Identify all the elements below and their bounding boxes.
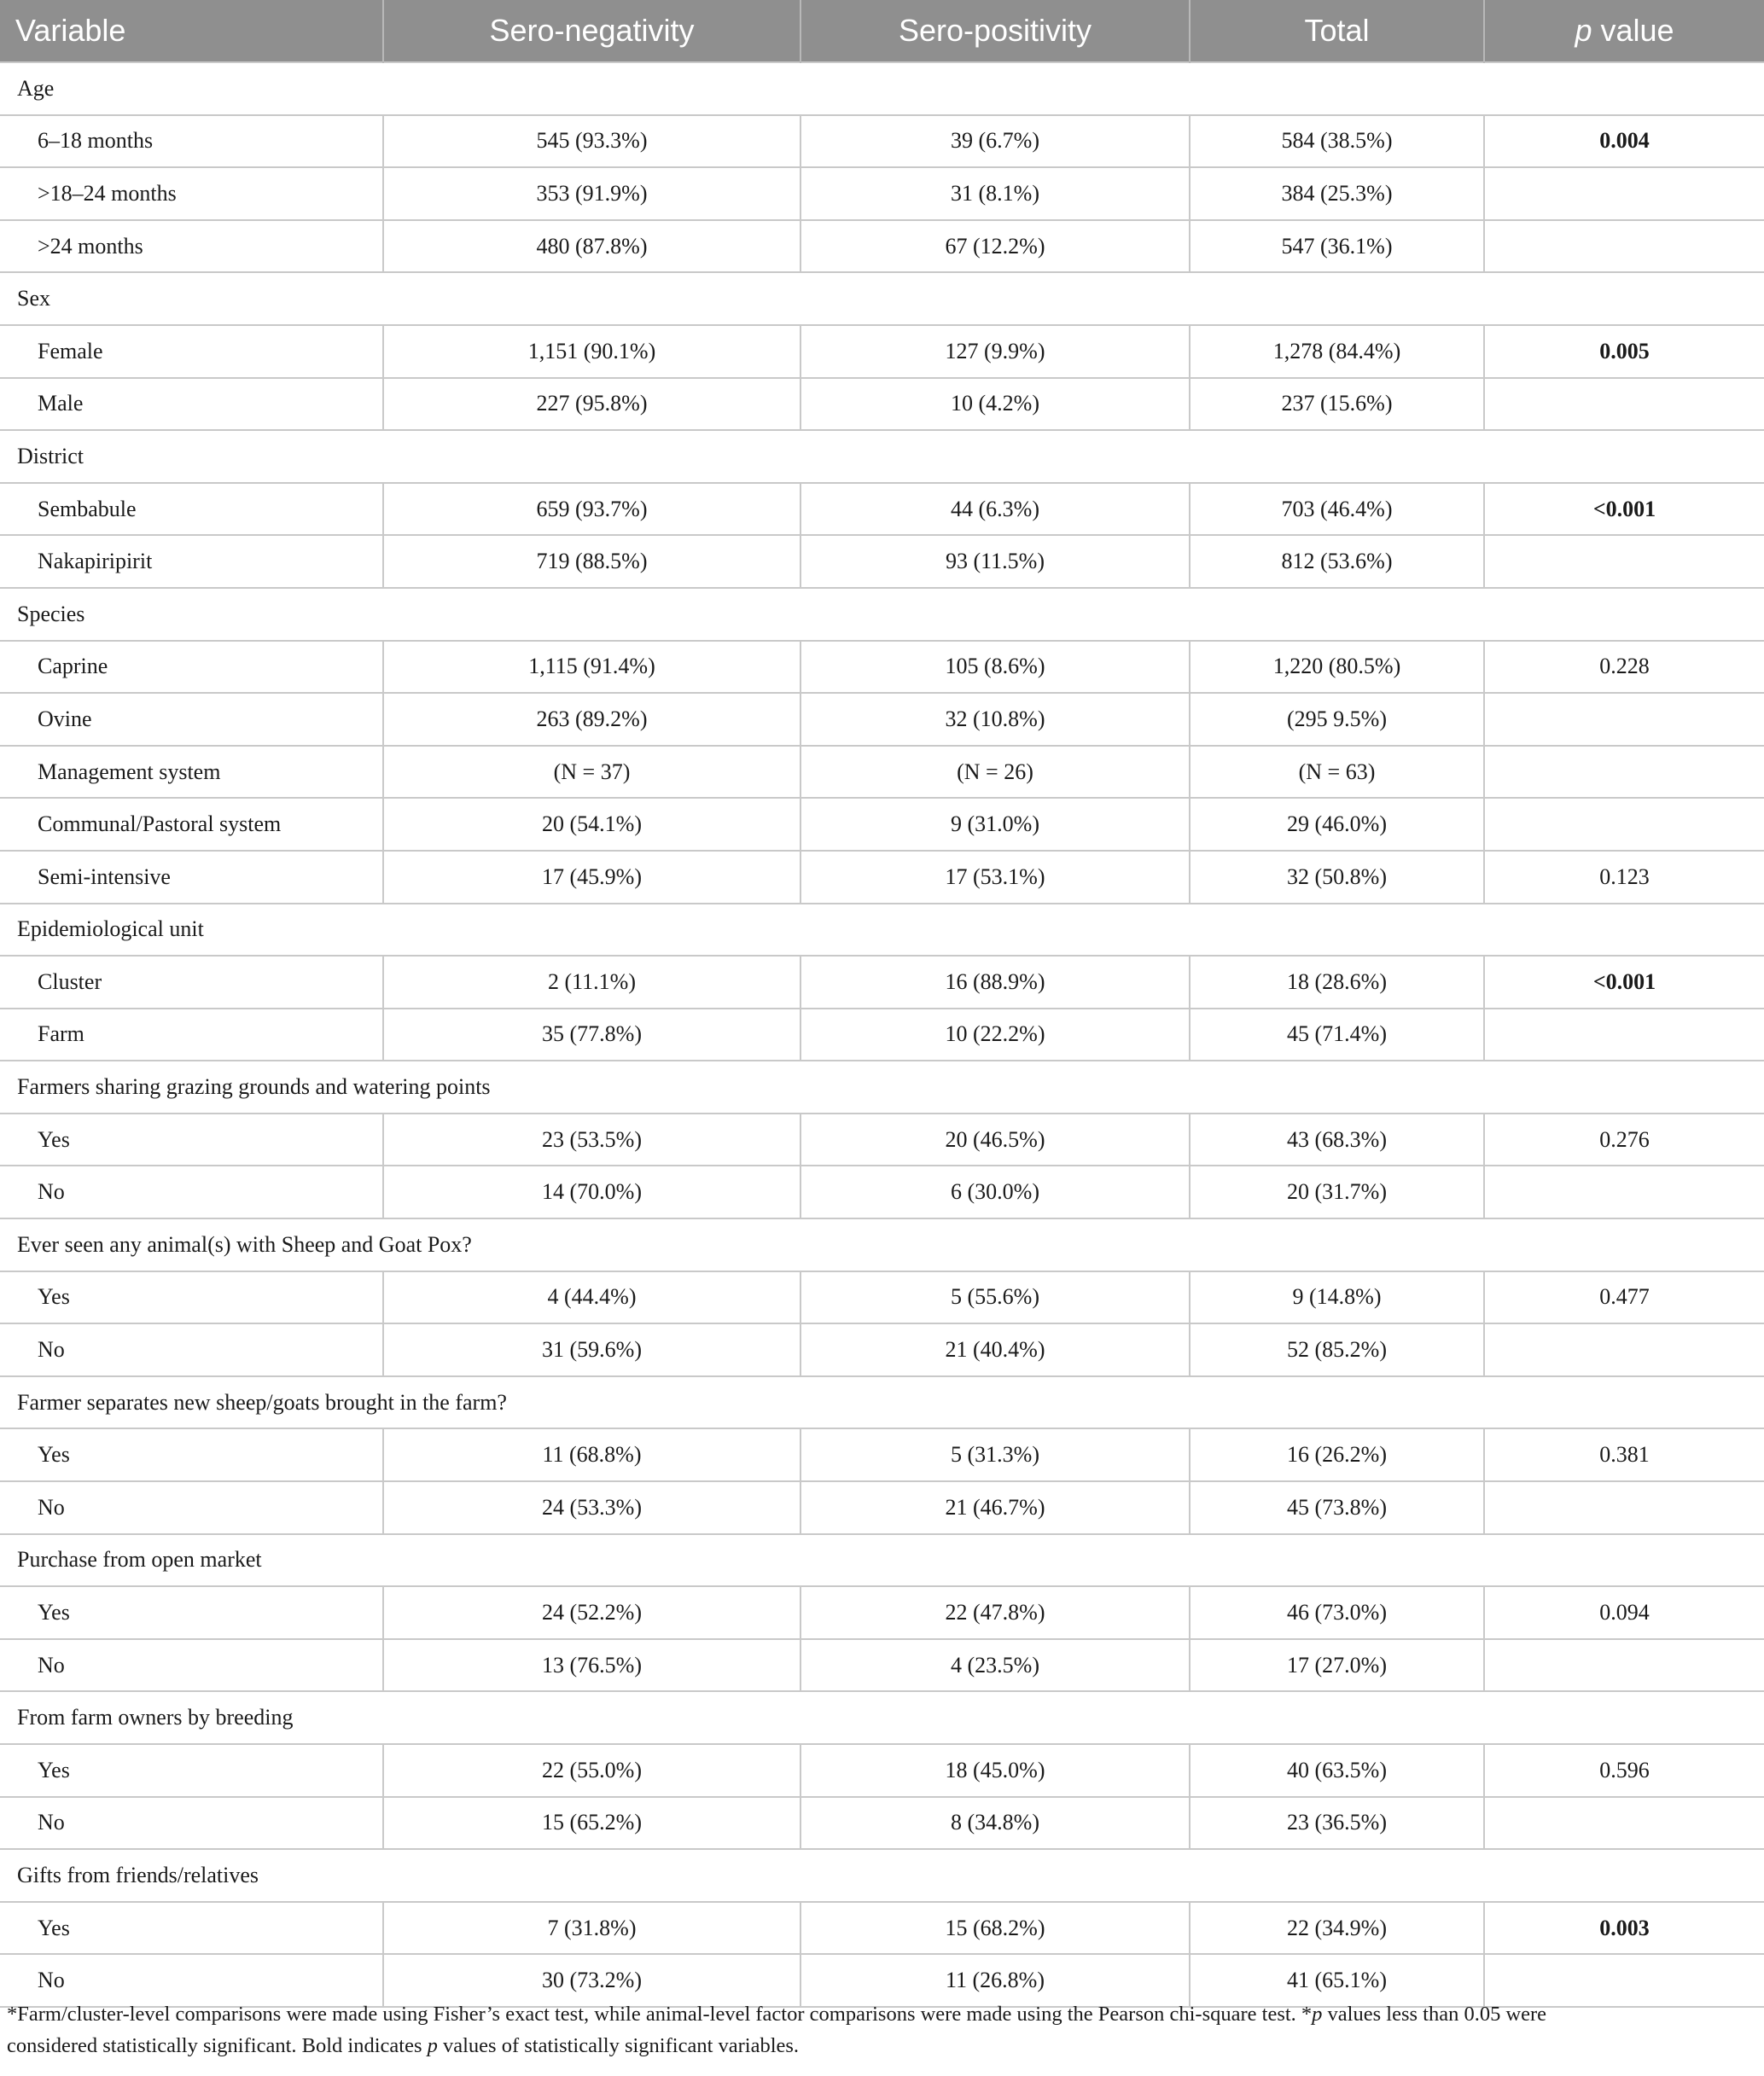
cell-sero-positivity: 16 (88.9%) (800, 956, 1190, 1009)
cell-sero-negativity: 17 (45.9%) (383, 851, 800, 904)
table-row (0, 1166, 1764, 1218)
group-row (0, 1218, 1764, 1271)
table-row (0, 1481, 1764, 1534)
cell-sero-positivity: 105 (8.6%) (800, 641, 1190, 694)
cell-total: 384 (25.3%) (1190, 167, 1484, 220)
cell-total: 703 (46.4%) (1190, 483, 1484, 536)
cell-sero-positivity: 21 (46.7%) (800, 1481, 1190, 1534)
cell-variable: Communal/Pastoral system (0, 798, 383, 851)
group-label: Species (0, 588, 1764, 641)
cell-p-value: 0.228 (1484, 641, 1764, 694)
cell-sero-negativity: 35 (77.8%) (383, 1009, 800, 1061)
group-row (0, 1849, 1764, 1902)
group-row (0, 1061, 1764, 1114)
cell-sero-positivity: 15 (68.2%) (800, 1902, 1190, 1955)
cell-variable: No (0, 1797, 383, 1850)
group-row (0, 62, 1764, 115)
cell-variable: >18–24 months (0, 167, 383, 220)
cell-total: 9 (14.8%) (1190, 1271, 1484, 1324)
cell-variable: Yes (0, 1114, 383, 1166)
cell-sero-positivity: 18 (45.0%) (800, 1744, 1190, 1797)
cell-p-value: 0.276 (1484, 1114, 1764, 1166)
table-row (0, 1114, 1764, 1166)
table-header (0, 0, 1764, 62)
group-label: Gifts from friends/relatives (0, 1849, 1764, 1902)
cell-p-value (1484, 746, 1764, 799)
cell-total: 32 (50.8%) (1190, 851, 1484, 904)
cell-total: 16 (26.2%) (1190, 1428, 1484, 1481)
cell-total: 1,278 (84.4%) (1190, 325, 1484, 378)
cell-sero-negativity: (N = 37) (383, 746, 800, 799)
cell-p-value: 0.596 (1484, 1744, 1764, 1797)
cell-sero-negativity: 23 (53.5%) (383, 1114, 800, 1166)
cell-variable: Nakapiripirit (0, 535, 383, 588)
table-row (0, 746, 1764, 799)
cell-sero-positivity: 8 (34.8%) (800, 1797, 1190, 1850)
group-label: District (0, 430, 1764, 483)
cell-sero-negativity: 11 (68.8%) (383, 1428, 800, 1481)
cell-total: 20 (31.7%) (1190, 1166, 1484, 1218)
cell-sero-positivity: 20 (46.5%) (800, 1114, 1190, 1166)
table-row (0, 1744, 1764, 1797)
group-label: Epidemiological unit (0, 904, 1764, 957)
cell-variable: Yes (0, 1744, 383, 1797)
table-row (0, 1271, 1764, 1324)
cell-total: 23 (36.5%) (1190, 1797, 1484, 1850)
cell-sero-positivity: 10 (22.2%) (800, 1009, 1190, 1061)
cell-total: 18 (28.6%) (1190, 956, 1484, 1009)
cell-variable: 6–18 months (0, 115, 383, 168)
cell-p-value: 0.381 (1484, 1428, 1764, 1481)
cell-sero-positivity: 4 (23.5%) (800, 1639, 1190, 1692)
cell-p-value (1484, 798, 1764, 851)
table-row (0, 1902, 1764, 1955)
table-row (0, 798, 1764, 851)
footnote-line-1: *Farm/cluster-level comparisons were made using Fisher’s exact test, while animal-level factor comparisons were made using the Pearson chi-square test. *p values less than 0.05 were (7, 2003, 1547, 2026)
group-row (0, 430, 1764, 483)
cell-sero-positivity: 67 (12.2%) (800, 220, 1190, 273)
cell-total: 237 (15.6%) (1190, 378, 1484, 431)
cell-sero-positivity: 127 (9.9%) (800, 325, 1190, 378)
group-row (0, 1534, 1764, 1587)
group-label: Sex (0, 272, 1764, 325)
header-row (0, 0, 1764, 62)
cell-p-value (1484, 1323, 1764, 1376)
cell-sero-positivity: 21 (40.4%) (800, 1323, 1190, 1376)
cell-p-value (1484, 1639, 1764, 1692)
header-total: Total (1190, 0, 1484, 62)
cell-sero-positivity: 44 (6.3%) (800, 483, 1190, 536)
table-row (0, 220, 1764, 273)
table-row (0, 693, 1764, 746)
table-row (0, 535, 1764, 588)
table-row (0, 325, 1764, 378)
cell-sero-positivity: 10 (4.2%) (800, 378, 1190, 431)
cell-sero-negativity: 545 (93.3%) (383, 115, 800, 168)
cell-p-value (1484, 1166, 1764, 1218)
cell-sero-positivity: 11 (26.8%) (800, 1954, 1190, 2007)
cell-sero-negativity: 24 (53.3%) (383, 1481, 800, 1534)
footnote-line-2: considered statistically significant. Bold indicates p values of statistically significant variables. (7, 2034, 800, 2057)
cell-sero-negativity: 30 (73.2%) (383, 1954, 800, 2007)
header-variable: Variable (0, 0, 383, 62)
cell-sero-positivity: 5 (55.6%) (800, 1271, 1190, 1324)
cell-variable: Management system (0, 746, 383, 799)
cell-sero-positivity: 9 (31.0%) (800, 798, 1190, 851)
cell-variable: Yes (0, 1271, 383, 1324)
cell-total: 45 (73.8%) (1190, 1481, 1484, 1534)
group-label: Farmer separates new sheep/goats brought in the farm? (0, 1376, 1764, 1429)
group-label: Purchase from open market (0, 1534, 1764, 1587)
cell-p-value (1484, 220, 1764, 273)
cell-total: 584 (38.5%) (1190, 115, 1484, 168)
table-row (0, 1639, 1764, 1692)
cell-sero-negativity: 1,115 (91.4%) (383, 641, 800, 694)
group-label: Farmers sharing grazing grounds and watering points (0, 1061, 1764, 1114)
cell-total: 43 (68.3%) (1190, 1114, 1484, 1166)
cell-variable: Female (0, 325, 383, 378)
cell-variable: No (0, 1323, 383, 1376)
cell-sero-negativity: 24 (52.2%) (383, 1586, 800, 1639)
table-row (0, 1586, 1764, 1639)
cell-total: 52 (85.2%) (1190, 1323, 1484, 1376)
table-row (0, 641, 1764, 694)
group-row (0, 588, 1764, 641)
cell-sero-positivity: 31 (8.1%) (800, 167, 1190, 220)
cell-sero-positivity: 93 (11.5%) (800, 535, 1190, 588)
cell-total: (N = 63) (1190, 746, 1484, 799)
cell-p-value: 0.004 (1484, 115, 1764, 168)
cell-sero-negativity: 14 (70.0%) (383, 1166, 800, 1218)
cell-sero-negativity: 20 (54.1%) (383, 798, 800, 851)
table-row (0, 1428, 1764, 1481)
cell-total: 17 (27.0%) (1190, 1639, 1484, 1692)
cell-variable: No (0, 1954, 383, 2007)
cell-variable: Ovine (0, 693, 383, 746)
cell-sero-negativity: 4 (44.4%) (383, 1271, 800, 1324)
cell-sero-positivity: 6 (30.0%) (800, 1166, 1190, 1218)
cell-sero-negativity: 31 (59.6%) (383, 1323, 800, 1376)
cell-total: 812 (53.6%) (1190, 535, 1484, 588)
cell-variable: Caprine (0, 641, 383, 694)
cell-p-value: <0.001 (1484, 483, 1764, 536)
cell-sero-negativity: 7 (31.8%) (383, 1902, 800, 1955)
header-p-value: p value (1484, 0, 1764, 62)
cell-p-value (1484, 1797, 1764, 1850)
cell-variable: Farm (0, 1009, 383, 1061)
table-row (0, 1323, 1764, 1376)
cell-total: 1,220 (80.5%) (1190, 641, 1484, 694)
cell-sero-positivity: 32 (10.8%) (800, 693, 1190, 746)
table-row (0, 115, 1764, 168)
cell-sero-positivity: (N = 26) (800, 746, 1190, 799)
cell-variable: Sembabule (0, 483, 383, 536)
table-row (0, 956, 1764, 1009)
cell-sero-negativity: 719 (88.5%) (383, 535, 800, 588)
cell-total: 22 (34.9%) (1190, 1902, 1484, 1955)
group-row (0, 272, 1764, 325)
table-row (0, 483, 1764, 536)
header-sero-positivity: Sero-positivity (800, 0, 1190, 62)
group-row (0, 1691, 1764, 1744)
table-body (0, 62, 1764, 2007)
cell-variable: Yes (0, 1586, 383, 1639)
cell-sero-negativity: 15 (65.2%) (383, 1797, 800, 1850)
table-row (0, 167, 1764, 220)
cell-total: (295 9.5%) (1190, 693, 1484, 746)
cell-variable: No (0, 1481, 383, 1534)
cell-p-value: 0.005 (1484, 325, 1764, 378)
cell-p-value (1484, 1009, 1764, 1061)
cell-p-value: 0.477 (1484, 1271, 1764, 1324)
cell-sero-negativity: 1,151 (90.1%) (383, 325, 800, 378)
table-row (0, 1009, 1764, 1061)
cell-p-value (1484, 167, 1764, 220)
cell-sero-negativity: 227 (95.8%) (383, 378, 800, 431)
group-row (0, 904, 1764, 957)
cell-p-value: <0.001 (1484, 956, 1764, 1009)
cell-p-value (1484, 1481, 1764, 1534)
cell-p-value: 0.123 (1484, 851, 1764, 904)
cell-total: 40 (63.5%) (1190, 1744, 1484, 1797)
table-row (0, 378, 1764, 431)
cell-variable: Cluster (0, 956, 383, 1009)
group-label: Ever seen any animal(s) with Sheep and Goat Pox? (0, 1218, 1764, 1271)
cell-sero-negativity: 2 (11.1%) (383, 956, 800, 1009)
cell-variable: Yes (0, 1902, 383, 1955)
group-row (0, 1376, 1764, 1429)
group-label: Age (0, 62, 1764, 115)
cell-variable: No (0, 1639, 383, 1692)
cell-variable: >24 months (0, 220, 383, 273)
cell-p-value (1484, 693, 1764, 746)
table-footnote (7, 1998, 1756, 2061)
cell-p-value (1484, 535, 1764, 588)
cell-p-value (1484, 378, 1764, 431)
table-row (0, 1797, 1764, 1850)
cell-p-value: 0.094 (1484, 1586, 1764, 1639)
cell-sero-negativity: 480 (87.8%) (383, 220, 800, 273)
cell-variable: Yes (0, 1428, 383, 1481)
cell-sero-negativity: 263 (89.2%) (383, 693, 800, 746)
cell-variable: Semi-intensive (0, 851, 383, 904)
cell-p-value: 0.003 (1484, 1902, 1764, 1955)
cell-sero-negativity: 13 (76.5%) (383, 1639, 800, 1692)
cell-sero-positivity: 17 (53.1%) (800, 851, 1190, 904)
cell-total: 46 (73.0%) (1190, 1586, 1484, 1639)
cell-sero-positivity: 39 (6.7%) (800, 115, 1190, 168)
header-sero-negativity: Sero-negativity (383, 0, 800, 62)
cell-variable: No (0, 1166, 383, 1218)
cell-sero-positivity: 5 (31.3%) (800, 1428, 1190, 1481)
cell-sero-positivity: 22 (47.8%) (800, 1586, 1190, 1639)
cell-total: 41 (65.1%) (1190, 1954, 1484, 2007)
cell-total: 45 (71.4%) (1190, 1009, 1484, 1061)
cell-total: 29 (46.0%) (1190, 798, 1484, 851)
cell-sero-negativity: 22 (55.0%) (383, 1744, 800, 1797)
table-row (0, 851, 1764, 904)
cell-variable: Male (0, 378, 383, 431)
cell-sero-negativity: 659 (93.7%) (383, 483, 800, 536)
cell-total: 547 (36.1%) (1190, 220, 1484, 273)
cell-sero-negativity: 353 (91.9%) (383, 167, 800, 220)
group-label: From farm owners by breeding (0, 1691, 1764, 1744)
